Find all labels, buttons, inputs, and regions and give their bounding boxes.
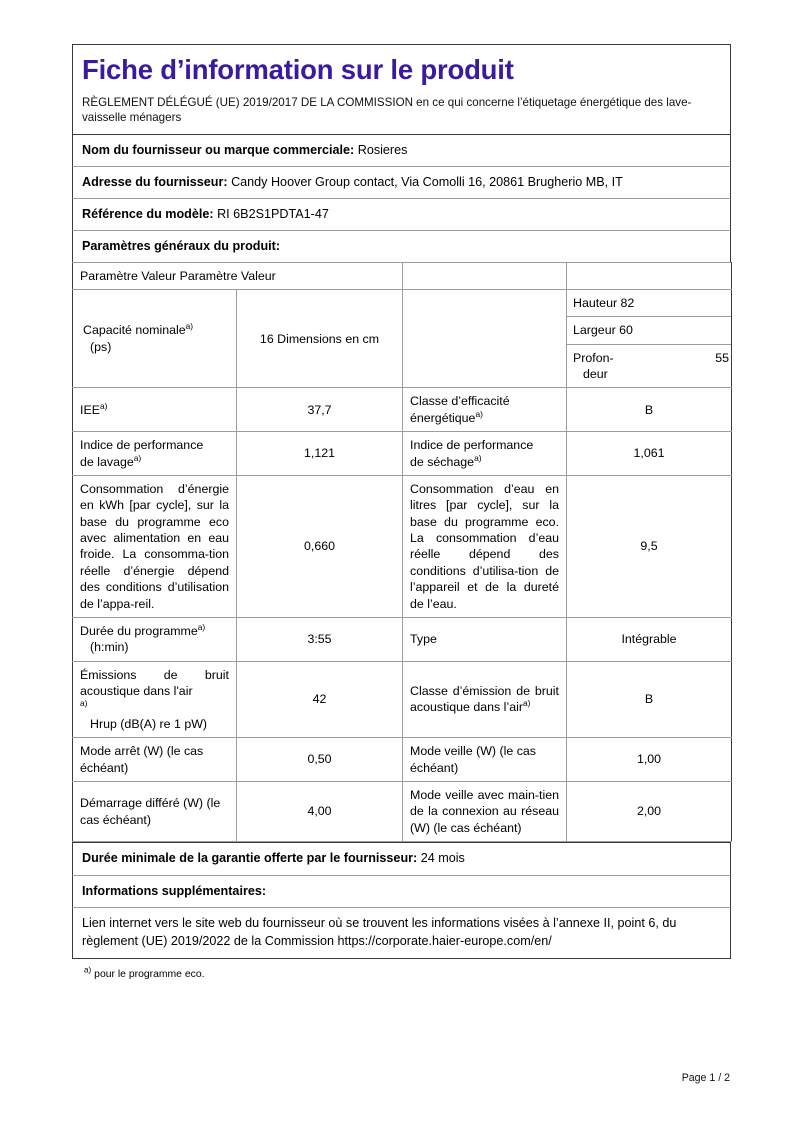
water-consumption-label: Consommation d’eau en litres [par cycle], sur la base du programme eco. La consommation d’eau réelle dépend des conditions d’utilisa-tion de l’appareil et de la dureté de l’eau. bbox=[403, 475, 567, 617]
dimension-depth-value: 55 bbox=[715, 350, 729, 365]
supplier-address-label: Adresse du fournisseur: bbox=[82, 174, 228, 189]
document-sheet bbox=[72, 44, 731, 981]
dimension-row-depth bbox=[567, 344, 731, 387]
noise-class-value: B bbox=[567, 661, 732, 738]
networked-standby-value: 2,00 bbox=[567, 781, 732, 841]
footnote-marker: a) bbox=[475, 408, 483, 419]
networked-standby-label: Mode veille avec main-tien de la connexion au réseau (W) (le cas échéant) bbox=[403, 781, 567, 841]
energy-class-value: B bbox=[567, 388, 732, 432]
capacity-value: 16 Dimensions en cm bbox=[237, 289, 403, 388]
table-header-row bbox=[73, 262, 732, 289]
capacity-label-line1: Capacité nominale bbox=[83, 323, 186, 338]
model-reference-row bbox=[72, 198, 731, 230]
noise-emissions-label-line1: Émissions de bruit acoustique dans l'air bbox=[80, 667, 229, 699]
footnote-marker: a) bbox=[99, 400, 108, 411]
supplier-name-label: Nom du fournisseur ou marque commerciale: bbox=[82, 142, 355, 157]
general-parameters-section-row bbox=[72, 230, 731, 262]
table-row-performance bbox=[73, 432, 732, 476]
delay-start-label: Démarrage différé (W) (le cas échéant) bbox=[73, 781, 237, 841]
supplier-name-row bbox=[72, 134, 731, 166]
footnote-marker: a) bbox=[80, 698, 88, 709]
programme-duration-value: 3:55 bbox=[237, 617, 403, 661]
additional-information-text-row bbox=[72, 907, 731, 958]
noise-class-label-text: Classe d’émission de bruit acoustique dans l’air bbox=[410, 684, 559, 715]
standby-mode-label: Mode veille (W) (le cas échéant) bbox=[403, 738, 567, 782]
noise-emissions-value: 42 bbox=[237, 661, 403, 738]
title-block bbox=[72, 44, 731, 134]
dimension-row-width bbox=[567, 317, 731, 344]
warranty-label: Durée minimale de la garantie offerte par le fournisseur: bbox=[82, 851, 418, 866]
iee-label bbox=[73, 388, 237, 432]
table-row-delay-start bbox=[73, 781, 732, 841]
delay-start-value: 4,00 bbox=[237, 781, 403, 841]
table-row-off-mode bbox=[73, 738, 732, 782]
programme-duration-label-line2: (h:min) bbox=[90, 640, 129, 655]
iee-label-text: IEE bbox=[80, 402, 100, 417]
table-row-duration bbox=[73, 617, 732, 661]
footnote-text: pour le programme eco. bbox=[94, 968, 205, 980]
footnote-marker: a) bbox=[84, 965, 92, 975]
wash-performance-value: 1,121 bbox=[237, 432, 403, 476]
footnote-marker: a) bbox=[185, 321, 194, 332]
regulation-subtitle: RÈGLEMENT DÉLÉGUÉ (UE) 2019/2017 DE LA COMMISSION en ce qui concerne l’étiquetage énergétique des lave-vaisselle ménagers bbox=[82, 95, 692, 125]
dry-performance-value: 1,061 bbox=[567, 432, 732, 476]
programme-duration-label-line1: Durée du programme bbox=[80, 623, 198, 638]
supplier-address-value: Candy Hoover Group contact, Via Comolli 16, 20861 Brugherio MB, IT bbox=[231, 174, 623, 189]
footnote-marker: a) bbox=[474, 452, 482, 463]
dry-performance-label-line1: Indice de performance bbox=[410, 438, 534, 453]
type-label: Type bbox=[403, 617, 567, 661]
dimensions-spacer bbox=[403, 289, 567, 388]
additional-information-row bbox=[72, 875, 731, 908]
dimension-height: Hauteur 82 bbox=[567, 290, 731, 317]
energy-class-label-line2: énergétique bbox=[410, 410, 476, 425]
footnote-marker: a) bbox=[522, 698, 531, 709]
capacity-label bbox=[73, 289, 237, 388]
model-reference-value: RI 6B2S1PDTA1-47 bbox=[217, 206, 329, 221]
off-mode-label: Mode arrêt (W) (le cas échéant) bbox=[73, 738, 237, 782]
wash-performance-label-line1: Indice de performance bbox=[80, 438, 204, 453]
general-parameters-label: Paramètres généraux du produit: bbox=[82, 238, 281, 253]
dimensions-table bbox=[567, 290, 731, 388]
additional-information-label: Informations supplémentaires: bbox=[82, 883, 267, 898]
footnote-marker: a) bbox=[133, 452, 142, 463]
energy-consumption-label: Consommation d’énergie en kWh [par cycle], sur la base du programme eco avec alimentation en eau froide. La consomma-tion réelle d’énergie dépend des conditions d’utilisation de l’appa-reil. bbox=[73, 475, 237, 617]
dry-performance-label-line2: de séchage bbox=[410, 454, 475, 469]
supplier-website-text: Lien internet vers le site web du fournisseur où se trouvent les informations visées à l’annexe II, point 6, du règlement (UE) 2019/2022 de la Commission https://corporate.haier-europe.com/en/ bbox=[82, 916, 677, 948]
water-consumption-value: 9,5 bbox=[567, 475, 732, 617]
wash-performance-label bbox=[73, 432, 237, 476]
energy-consumption-value: 0,660 bbox=[237, 475, 403, 617]
table-row-capacity bbox=[73, 289, 732, 388]
dry-performance-label bbox=[403, 432, 567, 476]
off-mode-value: 0,50 bbox=[237, 738, 403, 782]
supplier-address-row bbox=[72, 166, 731, 198]
dimension-row-height bbox=[567, 290, 731, 317]
noise-class-label bbox=[403, 661, 567, 738]
model-reference-label: Référence du modèle: bbox=[82, 206, 214, 221]
wash-performance-label-line2: de lavage bbox=[80, 454, 134, 469]
dimension-depth-label-line1: Profon- bbox=[573, 350, 614, 365]
capacity-label-line2: (ps) bbox=[90, 339, 112, 354]
noise-emissions-label bbox=[73, 661, 237, 738]
table-row-consumption bbox=[73, 475, 732, 617]
dimensions-cell bbox=[567, 289, 732, 388]
footnote-marker: a) bbox=[197, 621, 206, 632]
dimension-depth-label bbox=[567, 344, 649, 387]
warranty-row bbox=[72, 842, 731, 875]
table-row-noise bbox=[73, 661, 732, 738]
table-row-iee bbox=[73, 388, 732, 432]
standby-mode-value: 1,00 bbox=[567, 738, 732, 782]
energy-class-label bbox=[403, 388, 567, 432]
supplier-name-value: Rosieres bbox=[357, 142, 408, 157]
column-header-spacer-4 bbox=[567, 262, 732, 289]
iee-value: 37,7 bbox=[237, 388, 403, 432]
column-header-spacer-3 bbox=[403, 262, 567, 289]
type-value: Intégrable bbox=[567, 617, 732, 661]
parameters-table bbox=[72, 262, 732, 843]
energy-class-label-line1: Classe d’efficacité bbox=[410, 394, 510, 409]
footnote bbox=[72, 965, 731, 982]
noise-emissions-label-line2: Hrup (dB(A) re 1 pW) bbox=[90, 716, 208, 731]
page-footer: Page 1 / 2 bbox=[681, 1072, 730, 1084]
page-title: Fiche d’information sur le produit bbox=[82, 54, 514, 85]
warranty-value: 24 mois bbox=[420, 851, 465, 866]
column-header-parameter-value: Paramètre Valeur Paramètre Valeur bbox=[73, 262, 403, 289]
dimension-width: Largeur 60 bbox=[567, 317, 731, 344]
programme-duration-label bbox=[73, 617, 237, 661]
dimension-depth-label-line2: deur bbox=[583, 367, 608, 382]
